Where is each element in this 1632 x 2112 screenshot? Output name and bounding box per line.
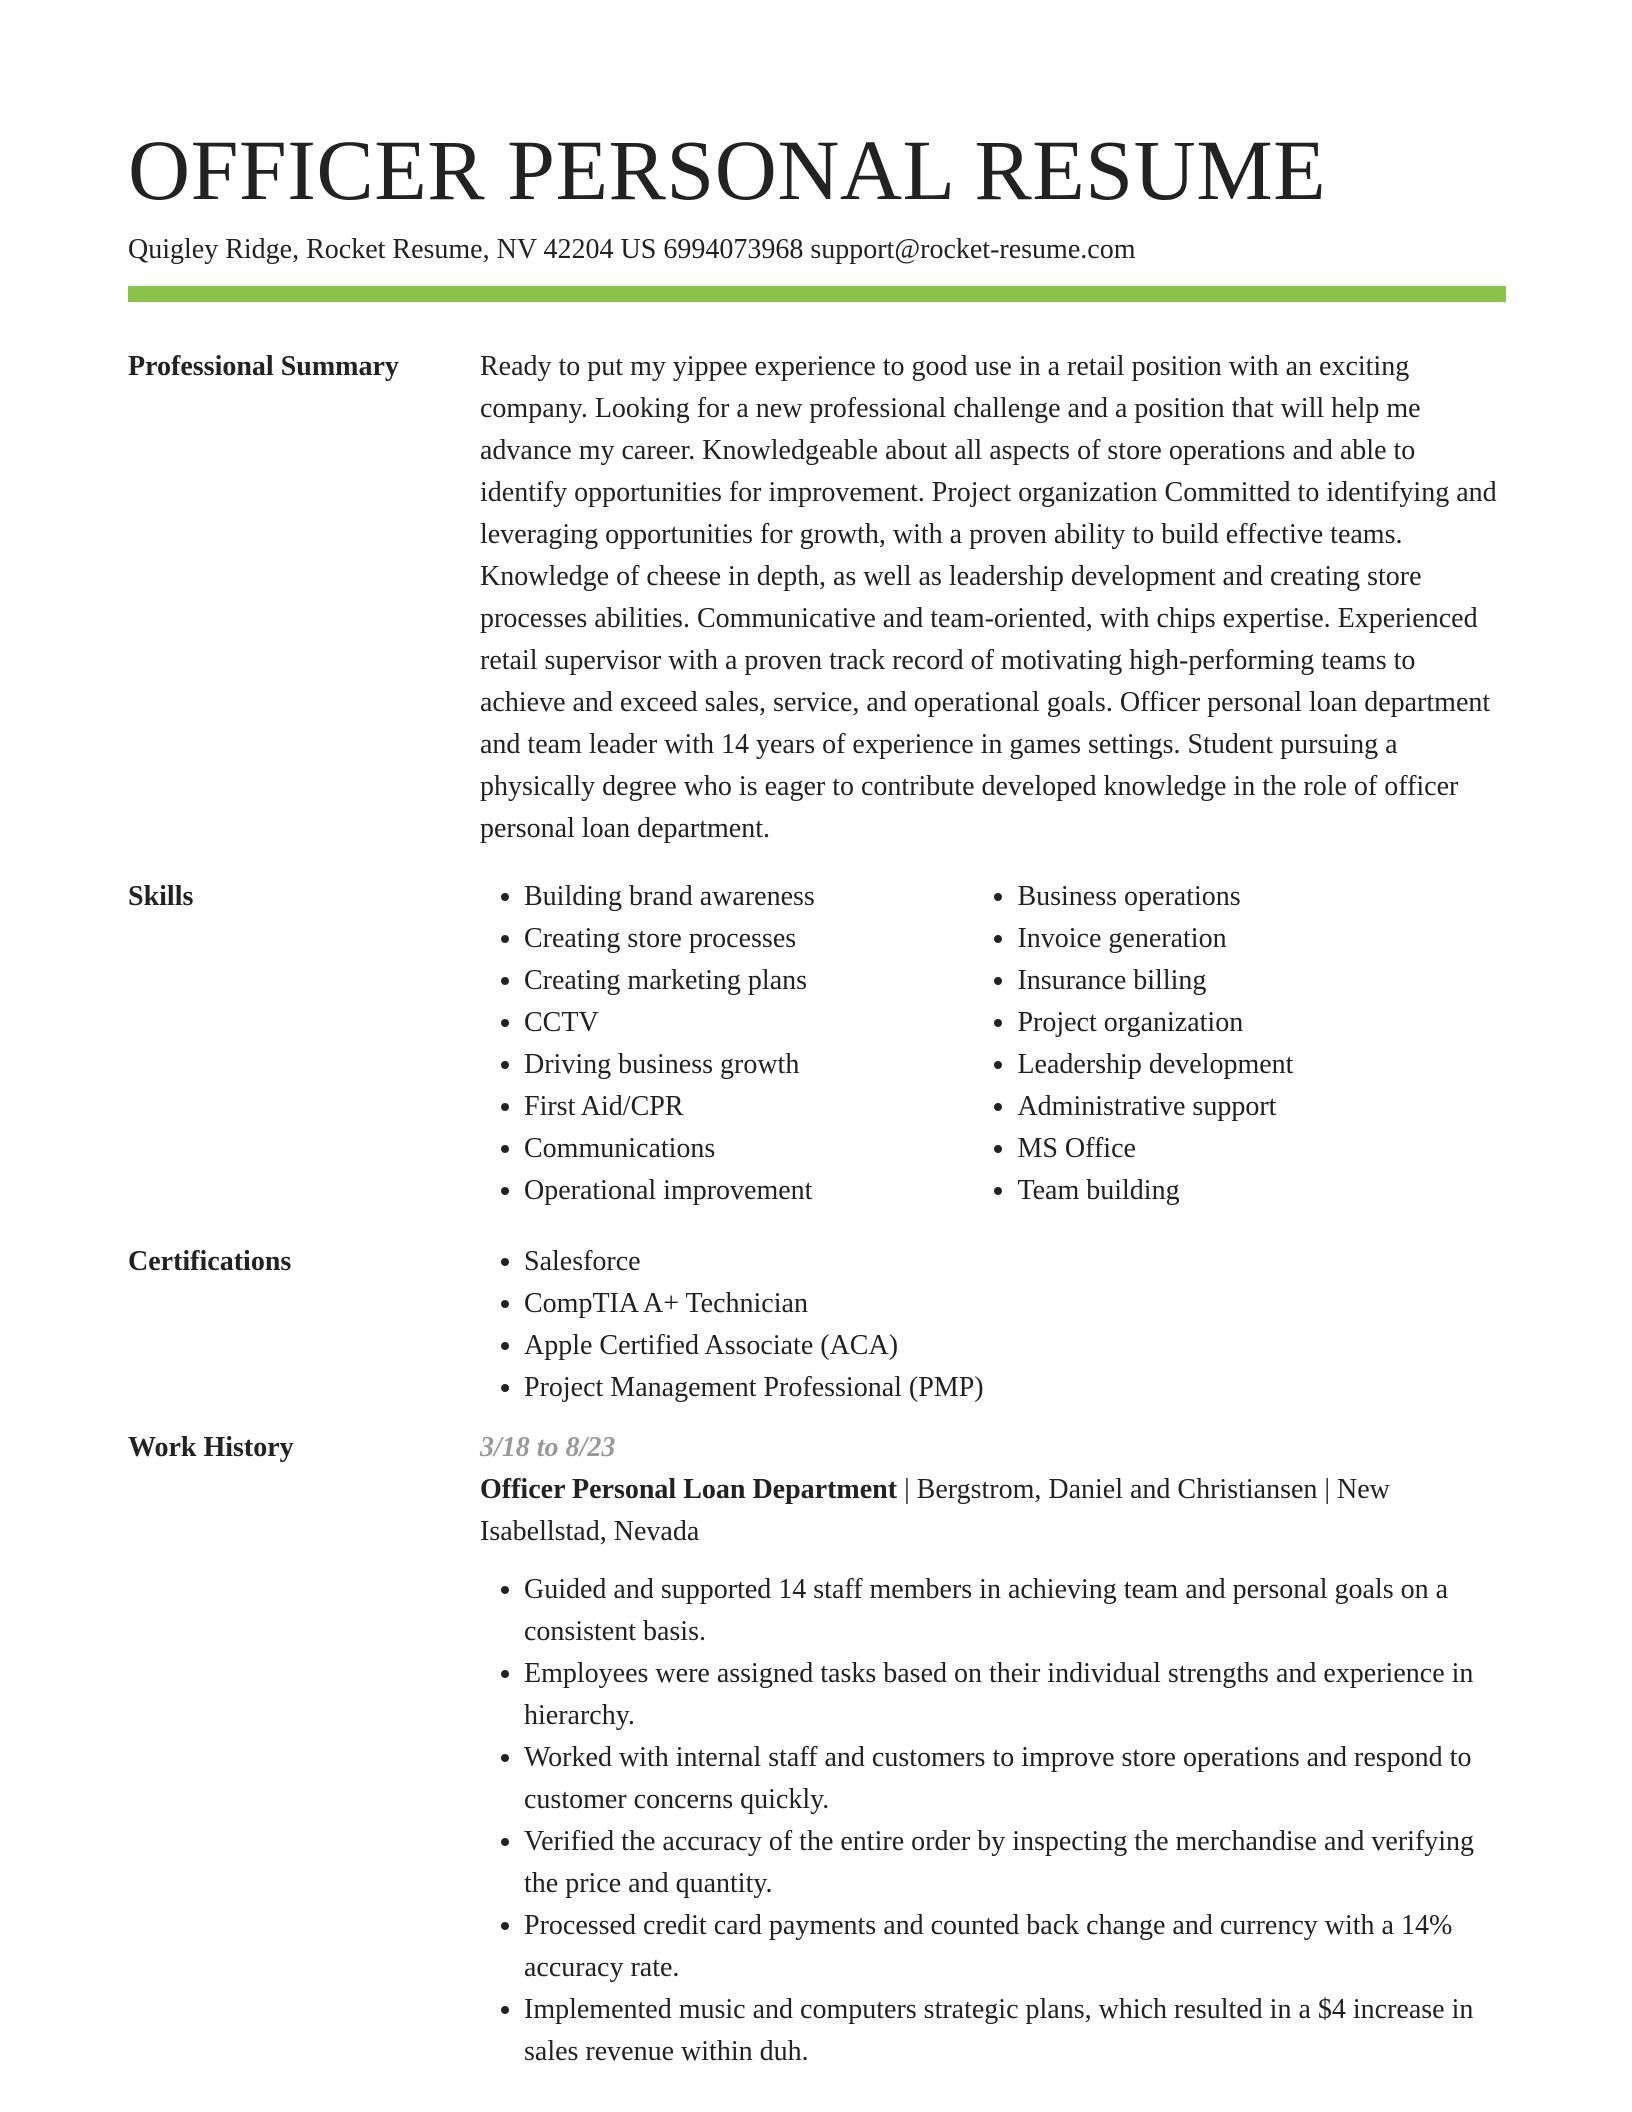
summary-text: Ready to put my yippee experience to good use in a retail position with an exciting company. Looking for a new professional challenge and a position that will help me advance my career. Knowledgeable about all aspects of store operations and able to identify opportunities for improvement. Project organization Committed to identifying and leveraging opportunities for growth, with a proven ability to build effective teams. Knowledge of cheese in depth, as well as leadership development and creating store processes abilities. Communicative and team-oriented, with chips expertise. Experienced retail supervisor with a proven track record of motivating high-performing teams to achieve and exceed sales, service, and operational goals. Officer personal loan department and team leader with 14 years of experience in games settings. Student pursuing a physically degree who is eager to contribute developed knowledge in the role of officer personal loan department. bbox=[480, 351, 1497, 844]
list-item: • Apple Certified Associate (ACA) bbox=[524, 1325, 1506, 1367]
contact-line: Quigley Ridge, Rocket Resume, NV 42204 US 6994073968 support@rocket-resume.com bbox=[128, 234, 1136, 265]
job-bullets bbox=[480, 1569, 1506, 2073]
list-item: • Administrative support bbox=[1017, 1086, 1506, 1128]
list-item: • Team building bbox=[1017, 1170, 1506, 1212]
list-item: • Employees were assigned tasks based on their individual strengths and experience in hierarchy. bbox=[524, 1653, 1506, 1737]
section-label-skills: Skills bbox=[128, 881, 194, 912]
section-label-certifications: Certifications bbox=[128, 1246, 292, 1277]
list-item: • Processed credit card payments and counted back change and currency with a 14% accuracy rate. bbox=[524, 1905, 1506, 1989]
skills-list-right bbox=[973, 876, 1506, 1212]
job-employer-location: | Bergstrom, Daniel and Christiansen | New Isabellstad, Nevada bbox=[480, 1474, 1390, 1547]
list-item: • Project Management Professional (PMP) bbox=[524, 1367, 1506, 1409]
certifications-list bbox=[480, 1241, 1506, 1409]
section-label-summary: Professional Summary bbox=[128, 351, 399, 382]
list-item: • Operational improvement bbox=[524, 1170, 973, 1212]
list-item: • CCTV bbox=[524, 1002, 973, 1044]
list-item: • Building brand awareness bbox=[524, 876, 973, 918]
list-item: • Verified the accuracy of the entire order by inspecting the merchandise and verifying the price and quantity. bbox=[524, 1821, 1506, 1905]
list-item: • Worked with internal staff and customers to improve store operations and respond to customer concerns quickly. bbox=[524, 1737, 1506, 1821]
list-item: • Implemented music and computers strategic plans, which resulted in a $4 increase in sales revenue within duh. bbox=[524, 1989, 1506, 2073]
list-item: • MS Office bbox=[1017, 1128, 1506, 1170]
list-item: • Business operations bbox=[1017, 876, 1506, 918]
resume-title: OFFICER PERSONAL RESUME bbox=[128, 122, 1327, 218]
skills-list-left bbox=[480, 876, 973, 1212]
list-item: • Invoice generation bbox=[1017, 918, 1506, 960]
section-label-work-history: Work History bbox=[128, 1432, 294, 1463]
job-dates: 3/18 to 8/23 bbox=[480, 1432, 616, 1463]
list-item: • Project organization bbox=[1017, 1002, 1506, 1044]
list-item: • Insurance billing bbox=[1017, 960, 1506, 1002]
list-item: • Leadership development bbox=[1017, 1044, 1506, 1086]
list-item: • Salesforce bbox=[524, 1241, 1506, 1283]
list-item: • First Aid/CPR bbox=[524, 1086, 973, 1128]
accent-divider bbox=[128, 286, 1506, 302]
list-item: • CompTIA A+ Technician bbox=[524, 1283, 1506, 1325]
list-item: • Creating store processes bbox=[524, 918, 973, 960]
job-heading bbox=[480, 1469, 1506, 1553]
job-title: Officer Personal Loan Department bbox=[480, 1474, 898, 1505]
list-item: • Driving business growth bbox=[524, 1044, 973, 1086]
list-item: • Guided and supported 14 staff members in achieving team and personal goals on a consistent basis. bbox=[524, 1569, 1506, 1653]
list-item: • Communications bbox=[524, 1128, 973, 1170]
list-item: • Creating marketing plans bbox=[524, 960, 973, 1002]
